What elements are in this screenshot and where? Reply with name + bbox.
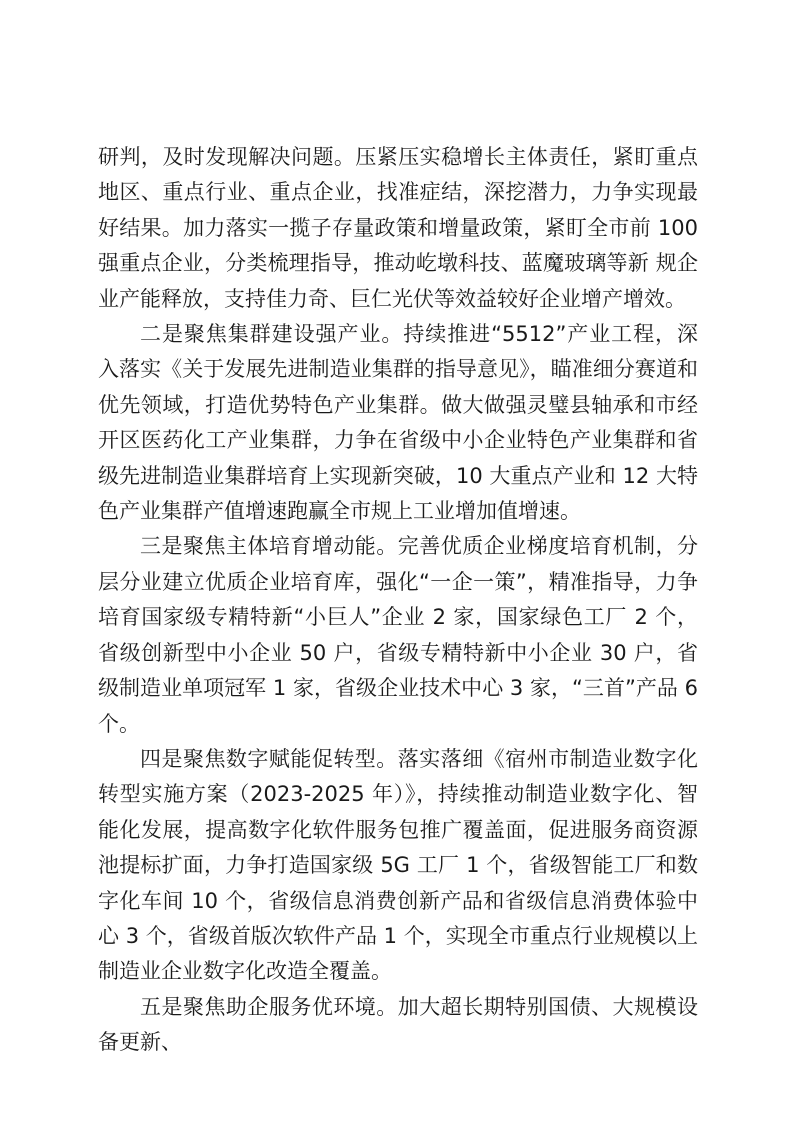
- paragraph-digital-transformation: 四是聚焦数字赋能促转型。落实落细《宿州市制造业数字化转型实施方案（2023-2025 年）》，持续推动制造业数字化、智能化发展，提高数字化软件服务包推广覆盖面，促进服务商资源池提标扩面，力争打造国家级 5G 工厂 1 个，省级智能工厂和数字化车间 10 个，省级信息消费创新产品和省级信息消费体验中心 3 个，省级首版次软件产品 1 个，实现全市重点行业规模以上制造业企业数字化改造全覆盖。: [98, 746, 698, 984]
- paragraph-service-environment: 五是聚焦助企服务优环境。加大超长期特别国债、大规模设备更新、: [98, 994, 698, 1055]
- document-body: [98, 140, 698, 1061]
- paragraph-industry-clusters: 二是聚焦集群建设强产业。持续推进“5512”产业工程，深入落实《关于发展先进制造业集群的指导意见》，瞄准细分赛道和优先领域，打造优势特色产业集群。做大做强灵璧县轴承和市经开区医药化工产业集群，力争在省级中小企业特色产业集群和省级先进制造业集群培育上实现新突破，10 大重点产业和 12 大特色产业集群产值增速跑赢全市规上工业增加值增速。: [98, 322, 698, 524]
- paragraph-enterprise-cultivation: 三是聚焦主体培育增动能。完善优质企业梯度培育机制，分层分业建立优质企业培育库，强化“一企一策”，精准指导，力争培育国家级专精特新“小巨人”企业 2 家，国家绿色工厂 2 个，省级创新型中小企业 50 户，省级专精特新中小企业 30 户，省级制造业单项冠军 1 家，省级企业技术中心 3 家，“三首”产品 6 个。: [98, 534, 698, 736]
- paragraph-continuation: 研判，及时发现解决问题。压紧压实稳增长主体责任，紧盯重点地区、重点行业、重点企业，找准症结，深挖潜力，力争实现最好结果。加力落实一揽子存量政策和增量政策，紧盯全市前 100 强重点企业，分类梳理指导，推动屹墩科技、蓝魔玻璃等新 规企业产能释放，支持佳力奇、巨仁光伏等效益较好企业增产增效。: [98, 145, 698, 311]
